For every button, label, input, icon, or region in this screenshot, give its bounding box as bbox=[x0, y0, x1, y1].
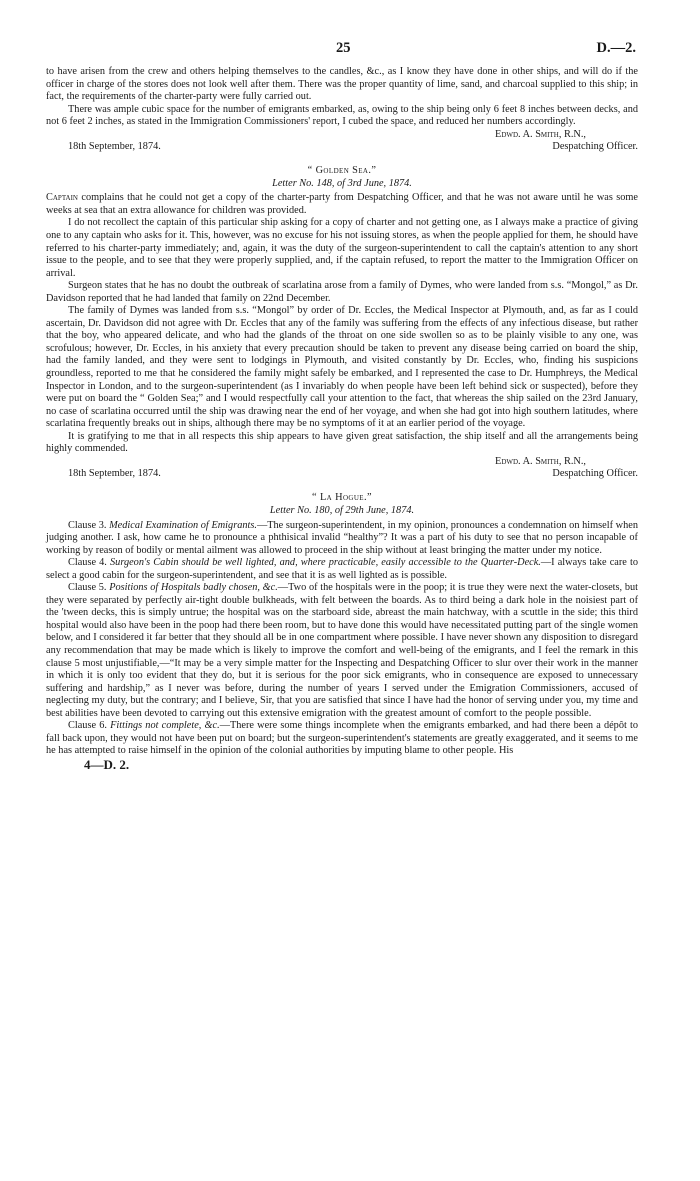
letter-reference bbox=[46, 505, 638, 518]
signature-row bbox=[46, 468, 638, 481]
signature-date: 18th September, 1874. bbox=[68, 468, 161, 480]
page-header bbox=[46, 42, 638, 66]
letter-reference bbox=[46, 178, 638, 191]
opening-text: complains that he could not get a copy of the charter-party from Despatching Officer, and that he was not aware until he was some weeks at sea that an extra allowance for children was provided. bbox=[46, 192, 638, 216]
clause-label: Clause 3. bbox=[68, 519, 107, 531]
signature-name: Edwd. A. Smith, R.N., bbox=[495, 128, 586, 140]
clause-text: —The surgeon-superintendent, in my opinion, pronounces a condemnation on himself when judging another. I ask, how came he to pronounce a phthisical invalid “healthy”? It was a part of his duty to see that no person incapable of working by reason of bodily or mental ailment was allowed to proceed in the ship without at least bringing the matter under my notice. bbox=[46, 519, 638, 556]
signature-date: 18th September, 1874. bbox=[68, 141, 161, 153]
opening-word: Captain bbox=[46, 192, 78, 204]
page-number: 25 bbox=[336, 40, 351, 56]
signature-name: Edwd. A. Smith, R.N., bbox=[495, 455, 586, 467]
clause-paragraph bbox=[46, 720, 638, 758]
clause-text: —Two of the hospitals were in the poop; it is true they were next the water-closets, but they were separated by perfectly air-tight double bulkheads, with felt between the boards. As to third being a dark hole in the noisiest part of the 'tween decks, this is simply untrue; the hospital was on the starboard side, abreast the main hatchway, with a scuttle in the side; this third hospital would also have been in the poop had there been room, but to have done this would have necessitated putting part of the single women below, and I considered it far better that they should all be in one compartment where possible. I have never shown any disposition to disregard any recommendation that may be made which is likely to improve the comfort and well-being of the emigrants, and I feel the remark in this clause 5 most unjustifiable,—“It may be a very simple matter for the Inspecting and Despatching Officer to slur over their work in the manner in which it is only too evident that they do, but it is serious for the poor sick emigrants, who in consequence are exposed to unnecessary suffering and hardship,” as I never was before, during the number of years I served under the Emigration Commissioners, accused of neglecting my duty, but the contrary; and I believe, Sir, that you are satisfied that since I have had the honor of serving under you, my time and best abilities have been devoted to carrying out this extensive emigration with the greatest amount of comfort to the people possible. bbox=[46, 582, 638, 719]
signature-row bbox=[46, 141, 638, 154]
clause-text: —I always take care to select a good cabin for the surgeon-superintendent, and see that it is as well lighted as is possible. bbox=[46, 557, 638, 581]
letter-number: Letter No. 148, of 3rd June, 1874. bbox=[272, 177, 412, 189]
section-paragraph bbox=[46, 192, 638, 217]
section-paragraph: The family of Dymes was landed from s.s. “Mongol” by order of Dr. Eccles, the Medical Inspector at Plymouth, and, as far as I could ascertain, Dr. Davidson did not agree with Dr. Eccles that any of the family was suffering from the effects of any infectious disease, but rather that the boy, who appeared delicate, and who had the glands of the throat on one side swollen so as to be plainly visible to any one, was scrofulous; however, Dr. Eccles, in his anxiety that every precaution should be taken to prevent any disease being carried on board the ship, had the family landed, and they were sent to lodgings in Plymouth, and visited constantly by Dr. Eccles, who, finding his suspicions groundless, reported to me that he considered the family might safely be embarked, and I represented the case to Dr. Humphreys, the Medical Inspector in London, and to the surgeon-superintendent (as I invariably do when people have been left behind sick or suspected), before they were put on board the “ Golden Sea;” and I would respectfully call your attention to the fact, that whereas the ship sailed on the 23rd January, no case of scarlatina occurred until the ship was drawing near the end of her voyage, and when she had got into high southern latitudes, where scarlatina frequently breaks out in ships, although there may be no symptoms of it at an earlier period of the voyage. bbox=[46, 305, 638, 430]
ship-heading-golden-sea: “ Golden Sea.” bbox=[307, 165, 377, 177]
letter-number: Letter No. 180, of 29th June, 1874. bbox=[269, 504, 415, 516]
clause-label: Clause 5. bbox=[68, 582, 107, 594]
signature-mark: 4—D. 2. bbox=[84, 756, 130, 772]
clause-heading: Fittings not complete, &c. bbox=[110, 720, 220, 732]
section-paragraph: I do not recollect the captain of this particular ship asking for a copy of charter and not getting one, as I always make a practice of giving one to any captain who asks for it. This, however, was no excuse for his not issuing stores, as when the people applied for them, he should have referred to his charter-party immediately; and, again, it was the duty of the surgeon-superintendent to call the captain's attention to any short issue to the people, and to see that they were properly supplied, and, if the captain refused, to report the matter to the Immigration Officer on arrival. bbox=[46, 217, 638, 279]
clause-label: Clause 4. bbox=[68, 557, 107, 569]
section-paragraph: Surgeon states that he has no doubt the outbreak of scarlatina arose from a family of Dymes, who were landed from s.s. “Mongol,” as Dr. Davidson reported that he had landed that family on 22nd December. bbox=[46, 280, 638, 304]
clause-label: Clause 6. bbox=[68, 720, 107, 732]
clause-paragraph bbox=[46, 520, 638, 558]
clause-heading: Surgeon's Cabin should be well lighted, and, where practicable, easily accessible to the Quarter-Deck. bbox=[110, 557, 541, 569]
ship-heading-la-hogue: “ La Hogue.” bbox=[312, 492, 372, 504]
intro-paragraph: There was ample cubic space for the number of emigrants embarked, as, owing to the ship being only 6 feet 8 inches between decks, and not 6 feet 2 inches, as stated in the Immigration Commissioners' report, I cubed the space, and reduced her numbers accordingly. bbox=[46, 103, 638, 128]
intro-paragraph: to have arisen from the crew and others helping themselves to the candles, &c., as I know they have done in other ships, and will do if the officer in charge of the stores does not look well after them. There was the proper quantity of lime, sand, and charcoal supplied to this ship; in fact, the requirements of the charter-party were fully carried out. bbox=[46, 66, 638, 103]
clause-paragraph bbox=[46, 557, 638, 582]
clause-paragraph bbox=[46, 582, 638, 720]
clause-heading: Positions of Hospitals badly chosen, &c. bbox=[109, 582, 278, 594]
signature-role: Despatching Officer. bbox=[552, 468, 638, 480]
clause-text: —There were some things incomplete when the emigrants embarked, and had there been a dépôt to fall back upon, they would not have been put on board; but the surgeon-superintendent's statements are greatly exaggerated, and it seems to me he has attempted to raise himself in the opinion of the colonial authorities by imputing blame to other people. His bbox=[46, 720, 639, 757]
document-reference: D.—2. bbox=[596, 40, 636, 56]
document-page bbox=[46, 42, 638, 771]
section-paragraph: It is gratifying to me that in all respects this ship appears to have given great satisfaction, the ship itself and all the arrangements being highly commended. bbox=[46, 430, 638, 455]
signature-role: Despatching Officer. bbox=[552, 141, 638, 153]
clause-heading: Medical Examination of Emigrants. bbox=[109, 519, 257, 531]
